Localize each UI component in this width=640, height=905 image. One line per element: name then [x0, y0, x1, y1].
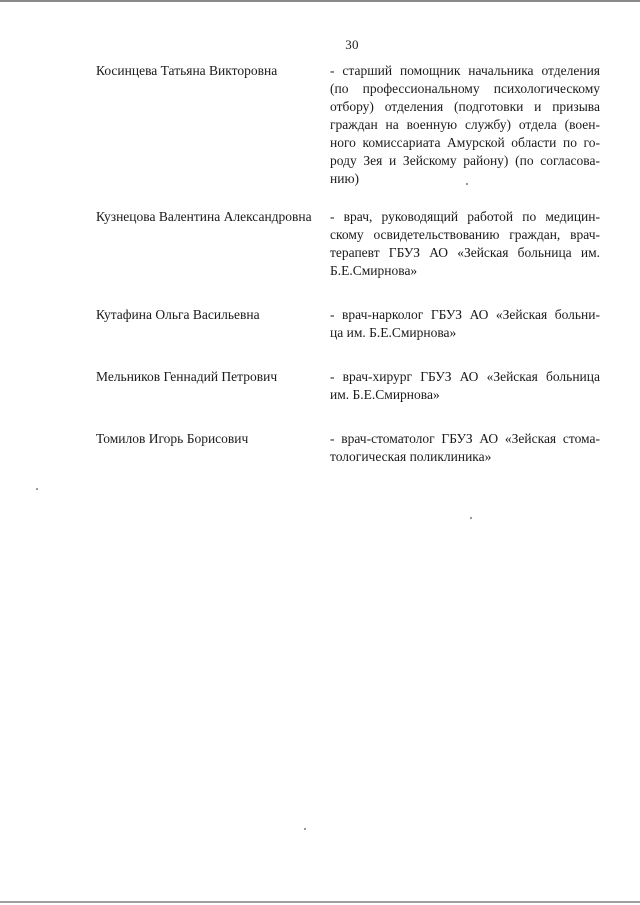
committee-member-list [96, 62, 612, 466]
member-entry-1 [96, 62, 612, 188]
position-line: - врач-стоматолог ГБУЗ АО «Зейская стома- [330, 431, 600, 446]
scan-speck [304, 828, 306, 830]
scan-speck [36, 488, 38, 490]
member-name: Кузнецова Валентина Александровна [96, 209, 312, 224]
position-line: - врач-хирург ГБУЗ АО «Зейская больница [330, 369, 600, 384]
position-line: отбору) отделения (подготовки и призыва [330, 99, 600, 114]
position-line: терапевт ГБУЗ АО «Зейская больница им. [330, 245, 600, 260]
scan-speck [470, 517, 472, 519]
position-line: - врач-нарколог ГБУЗ АО «Зейская больни- [330, 307, 600, 322]
position-line: ца им. Б.Е.Смирнова» [330, 325, 457, 340]
member-entry-2 [96, 208, 612, 280]
position-line: - старший помощник начальника отделения [330, 63, 600, 78]
scan-speck [466, 183, 468, 185]
page-number: 30 [345, 37, 359, 52]
member-name: Томилов Игорь Борисович [96, 431, 249, 446]
member-position [330, 62, 600, 188]
member-position [330, 368, 600, 404]
member-entry-5 [96, 430, 612, 466]
position-line: граждан на военную службу) отдела (воен- [330, 117, 600, 132]
position-line: роду Зея и Зейскому району) (по согласова- [330, 153, 600, 168]
member-name: Кутафина Ольга Васильевна [96, 307, 260, 322]
member-position [330, 430, 600, 466]
scan-bottom-edge [0, 901, 640, 903]
position-line: (по профессиональному психологическому [330, 81, 600, 96]
position-line: - врач, руководящий работой по медицин- [330, 209, 600, 224]
member-name: Мельников Геннадий Петрович [96, 369, 278, 384]
position-line: Б.Е.Смирнова» [330, 263, 418, 278]
member-entry-3 [96, 306, 612, 342]
member-entry-4 [96, 368, 612, 404]
member-name: Косинцева Татьяна Викторовна [96, 63, 278, 78]
position-line: им. Б.Е.Смирнова» [330, 387, 440, 402]
position-line: тологическая поликлиника» [330, 449, 492, 464]
position-line: ного комиссариата Амурской области по го- [330, 135, 600, 150]
scan-top-edge [0, 0, 640, 2]
member-position [330, 208, 600, 280]
member-position [330, 306, 600, 342]
position-line: нию) [330, 171, 360, 186]
position-line: скому освидетельствованию граждан, врач- [330, 227, 600, 242]
